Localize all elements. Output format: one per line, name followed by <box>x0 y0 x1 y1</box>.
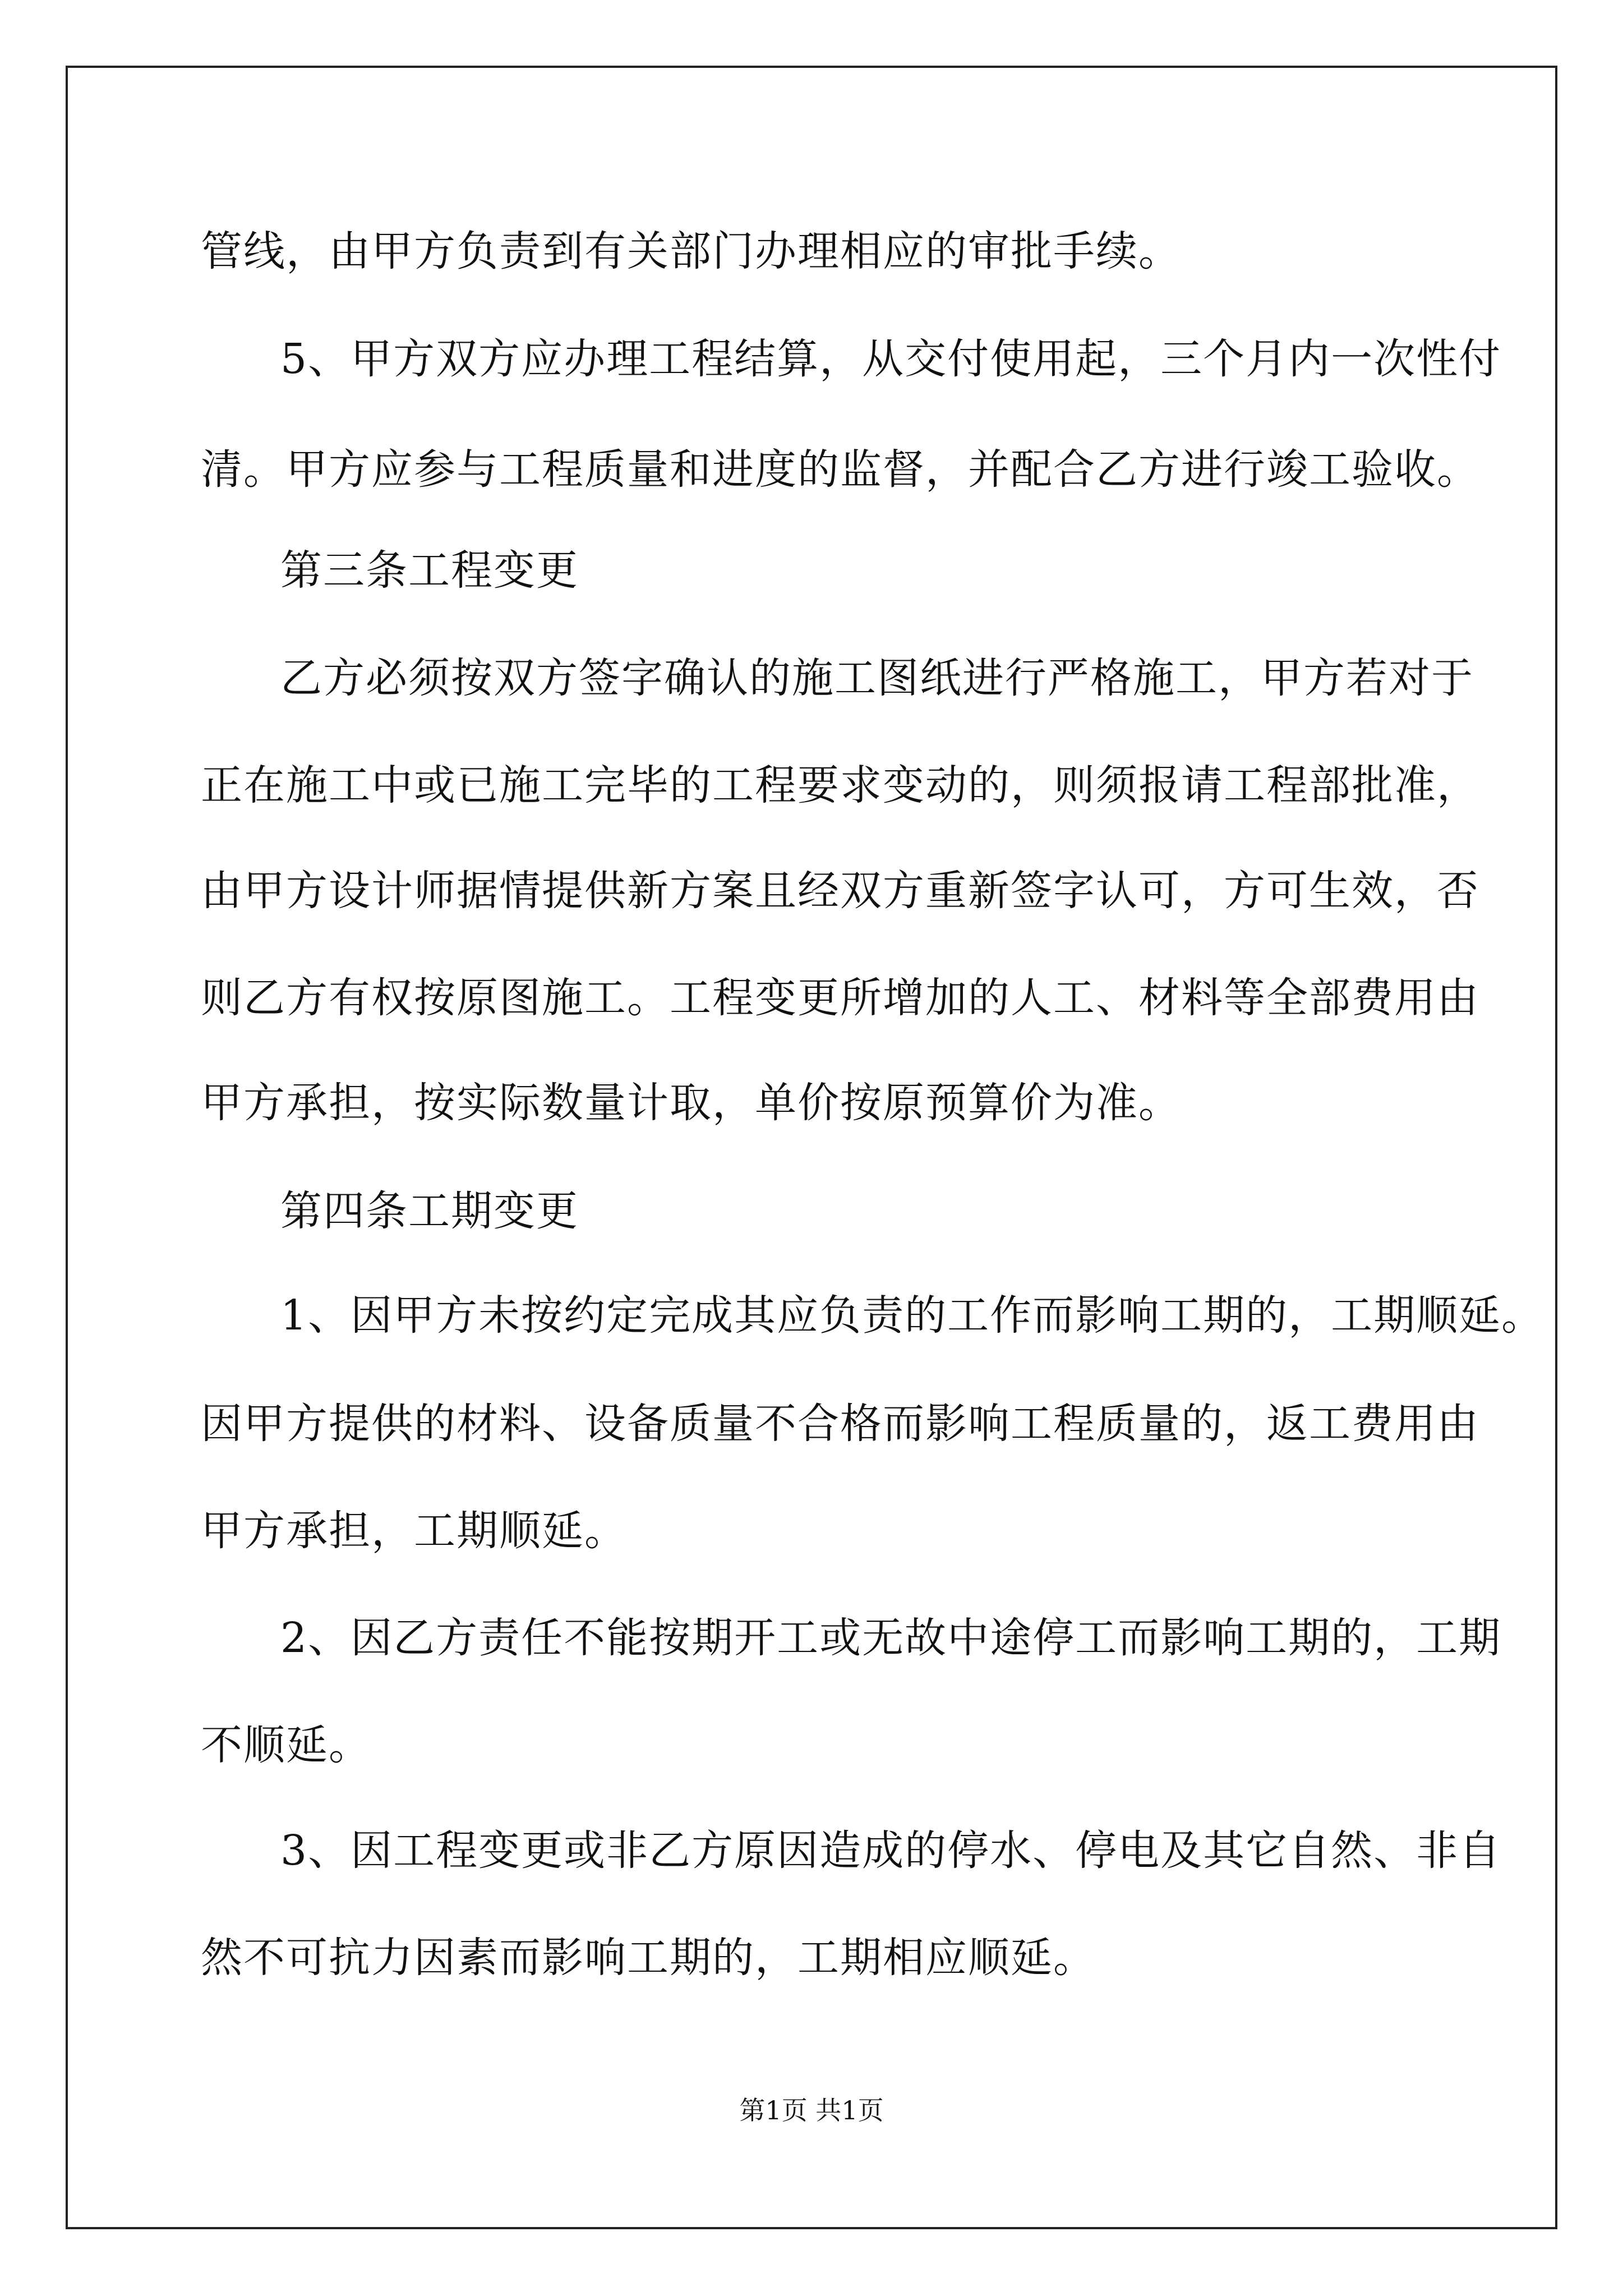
text-line: 5、甲方双方应办理工程结算，从交付使用起，三个月内一次性付 <box>280 335 1502 383</box>
text-line: 则乙方有权按原图施工。工程变更所增加的人工、材料等全部费用由 <box>201 974 1479 1022</box>
page-number: 第1页 共1页 <box>739 2095 884 2125</box>
text-line: 1、因甲方未按约定完成其应负责的工作而影响工期的，工期顺延。 <box>280 1291 1544 1340</box>
text-line: 3、因工程变更或非乙方原因造成的停水、停电及其它自然、非自 <box>280 1826 1502 1875</box>
text-line: 因甲方提供的材料、设备质量不合格而影响工程质量的，返工费用由 <box>201 1400 1479 1448</box>
text-line: 由甲方设计师据情提供新方案且经双方重新签字认可，方可生效，否 <box>201 867 1479 915</box>
text-line: 乙方必须按双方签字确认的施工图纸进行严格施工，甲方若对于 <box>280 654 1474 702</box>
page-border <box>66 66 1557 2229</box>
text-line: 正在施工中或已施工完毕的工程要求变动的，则须报请工程部批准， <box>201 761 1479 809</box>
text-line: 不顺延。 <box>201 1721 371 1769</box>
text-line: 管线，由甲方负责到有关部门办理相应的审批手续。 <box>201 227 1181 275</box>
text-line: 然不可抗力因素而影响工期的，工期相应顺延。 <box>201 1934 1096 1982</box>
section-heading: 第四条工期变更 <box>280 1187 579 1235</box>
text-line: 清。甲方应参与工程质量和进度的监督，并配合乙方进行竣工验收。 <box>201 445 1479 494</box>
text-line: 甲方承担，工期顺延。 <box>201 1507 627 1555</box>
section-heading: 第三条工程变更 <box>280 546 579 595</box>
text-line: 2、因乙方责任不能按期开工或无故中途停工而影响工期的，工期 <box>280 1614 1502 1662</box>
text-line: 甲方承担，按实际数量计取，单价按原预算价为准。 <box>201 1079 1181 1127</box>
